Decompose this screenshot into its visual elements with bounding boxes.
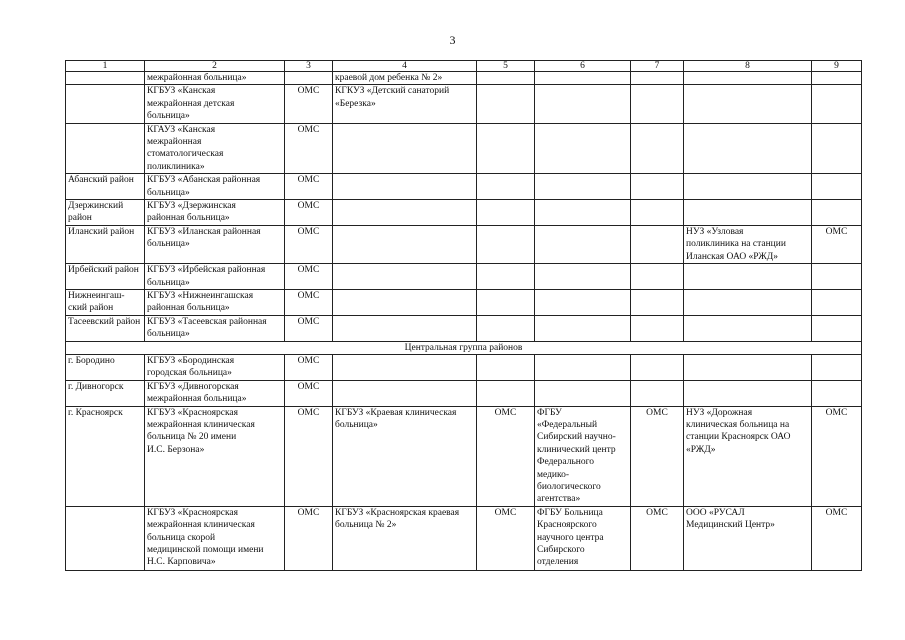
table-cell-c9: ОМС [812,506,862,570]
table-cell-c1: Иланский район [66,225,145,263]
table-row [66,506,862,570]
table-cell-c2: межрайонная больница» [145,72,285,85]
table-cell-c3: ОМС [285,380,333,406]
table-cell-c2: КГБУЗ «Нижнеингашская районная больница» [145,289,285,315]
table-cell-c2: КГБУЗ «Иланская районная больница» [145,225,285,263]
table-cell-c9 [812,264,862,290]
column-header: 6 [535,61,631,72]
column-header: 9 [812,61,862,72]
table-cell-c7 [631,225,684,263]
table-cell-c8 [684,72,812,85]
table-cell-c5 [477,72,535,85]
column-header: 2 [145,61,285,72]
table-cell-c6 [535,174,631,200]
table-cell-c5 [477,354,535,380]
table-cell-c1: Тасеевский район [66,315,145,341]
table-cell-c2: КГБУЗ «Бородинская городская больница» [145,354,285,380]
table-cell-c5: ОМС [477,406,535,506]
table-cell-c1: г. Бородино [66,354,145,380]
table-cell-c5 [477,200,535,226]
table-cell-c4 [333,225,477,263]
table-cell-c8 [684,289,812,315]
table-cell-c3: ОМС [285,85,333,123]
table-cell-c8: ООО «РУСАЛ Медицинский Центр» [684,506,812,570]
table-cell-c2: КГБУЗ «Красноярская межрайонная клиническая больница № 20 имени И.С. Берзона» [145,406,285,506]
table-cell-c6 [535,264,631,290]
table-cell-c8 [684,174,812,200]
table-cell-c5 [477,380,535,406]
column-header: 8 [684,61,812,72]
table-cell-c7 [631,174,684,200]
table-cell-c4 [333,354,477,380]
table-cell-c7 [631,72,684,85]
header-row [66,61,862,72]
table-cell-c9 [812,174,862,200]
table-cell-c1 [66,506,145,570]
table-cell-c4: КГБУЗ «Красноярская краевая больница № 2» [333,506,477,570]
table-row [66,123,862,174]
table-cell-c6 [535,200,631,226]
column-header: 3 [285,61,333,72]
table-cell-c9 [812,380,862,406]
table-body [66,61,862,571]
table-cell-c4 [333,200,477,226]
table-cell-c3 [285,72,333,85]
table-cell-c6: ФГБУ Больница Красноярского научного центра Сибирского отделения [535,506,631,570]
table-cell-c5 [477,174,535,200]
table-cell-c3: ОМС [285,315,333,341]
table-row [66,289,862,315]
table-row [66,354,862,380]
table-cell-c9 [812,289,862,315]
table-cell-c3: ОМС [285,200,333,226]
table-cell-c9 [812,200,862,226]
table-cell-c4 [333,264,477,290]
table-row [66,174,862,200]
table-cell-c1: Абанский район [66,174,145,200]
table-cell-c1 [66,85,145,123]
table-cell-c1: г. Дивногорск [66,380,145,406]
table-cell-c4 [333,174,477,200]
table-row [66,200,862,226]
table-cell-c7 [631,289,684,315]
table-row [66,264,862,290]
table-cell-c8 [684,354,812,380]
table-cell-c1: г. Красноярск [66,406,145,506]
table-cell-c2: КГБУЗ «Дзержинская районная больница» [145,200,285,226]
table-cell-c3: ОМС [285,123,333,174]
table-cell-c2: КГБУЗ «Дивногорская межрайонная больница» [145,380,285,406]
table-cell-c8 [684,85,812,123]
table-cell-c3: ОМС [285,264,333,290]
table-cell-c8 [684,315,812,341]
table-cell-c4 [333,315,477,341]
table-cell-c1: Ирбейский район [66,264,145,290]
table-cell-c2: КГБУЗ «Ирбейская районная больница» [145,264,285,290]
table-cell-c9: ОМС [812,406,862,506]
table-cell-c6 [535,354,631,380]
table-cell-c6 [535,380,631,406]
table-cell-c6 [535,289,631,315]
document-table [65,60,862,571]
table-cell-c2: КГБУЗ «Красноярская межрайонная клиническая больница скорой медицинской помощи имени Н.С. Карповича» [145,506,285,570]
table-cell-c6 [535,85,631,123]
table-cell-c5 [477,123,535,174]
table-cell-c5: ОМС [477,506,535,570]
table-cell-c5 [477,289,535,315]
table-cell-c8 [684,264,812,290]
table-cell-c7 [631,315,684,341]
table-cell-c4: краевой дом ребенка № 2» [333,72,477,85]
table-cell-c4 [333,289,477,315]
table-cell-c7 [631,200,684,226]
table-cell-c3: ОМС [285,225,333,263]
table-cell-c4 [333,380,477,406]
table-cell-c6 [535,315,631,341]
table-cell-c4 [333,123,477,174]
table-cell-c1 [66,123,145,174]
table-cell-c5 [477,85,535,123]
table-cell-c4: КГБУЗ «Краевая клиническая больница» [333,406,477,506]
group-header: Центральная группа районов [66,341,862,354]
table-cell-c2: КГБУЗ «Абанская районная больница» [145,174,285,200]
table-cell-c2: КГБУЗ «Тасеевская районная больница» [145,315,285,341]
table-cell-c7 [631,85,684,123]
column-header: 5 [477,61,535,72]
table-cell-c1: Дзержинский район [66,200,145,226]
table-cell-c3: ОМС [285,289,333,315]
table-cell-c9 [812,85,862,123]
table-cell-c6 [535,72,631,85]
table-cell-c7: ОМС [631,406,684,506]
table-cell-c7 [631,264,684,290]
table-cell-c4: КГКУЗ «Детский санаторий «Березка» [333,85,477,123]
table-row [66,72,862,85]
table-cell-c8: НУЗ «Узловая поликлиника на станции Иланская ОАО «РЖД» [684,225,812,263]
table-cell-c3: ОМС [285,354,333,380]
table-cell-c5 [477,225,535,263]
table-cell-c9 [812,72,862,85]
table-cell-c6 [535,123,631,174]
table-row [66,85,862,123]
table-cell-c7 [631,123,684,174]
table-row [66,315,862,341]
table-cell-c8 [684,123,812,174]
group-row [66,341,862,354]
table-cell-c9 [812,123,862,174]
table-cell-c9 [812,315,862,341]
table-cell-c8: НУЗ «Дорожная клиническая больница на станции Красноярск ОАО «РЖД» [684,406,812,506]
table-cell-c8 [684,200,812,226]
page-number: 3 [449,33,456,47]
table-row [66,380,862,406]
table-cell-c6: ФГБУ «Федеральный Сибирский научно- клинический центр Федерального медико- биологического агентства» [535,406,631,506]
table-row [66,406,862,506]
table-cell-c2: КГБУЗ «Канская межрайонная детская больница» [145,85,285,123]
table-cell-c5 [477,264,535,290]
table-cell-c1 [66,72,145,85]
table-cell-c3: ОМС [285,406,333,506]
table-cell-c7: ОМС [631,506,684,570]
table-cell-c5 [477,315,535,341]
table-cell-c3: ОМС [285,174,333,200]
table-cell-c9: ОМС [812,225,862,263]
table-cell-c7 [631,354,684,380]
table-cell-c1: Нижнеингаш- ский район [66,289,145,315]
column-header: 1 [66,61,145,72]
table-cell-c8 [684,380,812,406]
table-cell-c9 [812,354,862,380]
table-cell-c2: КГАУЗ «Канская межрайонная стоматологическая поликлиника» [145,123,285,174]
table-row [66,225,862,263]
table-cell-c6 [535,225,631,263]
table-cell-c3: ОМС [285,506,333,570]
column-header: 7 [631,61,684,72]
column-header: 4 [333,61,477,72]
table-cell-c7 [631,380,684,406]
